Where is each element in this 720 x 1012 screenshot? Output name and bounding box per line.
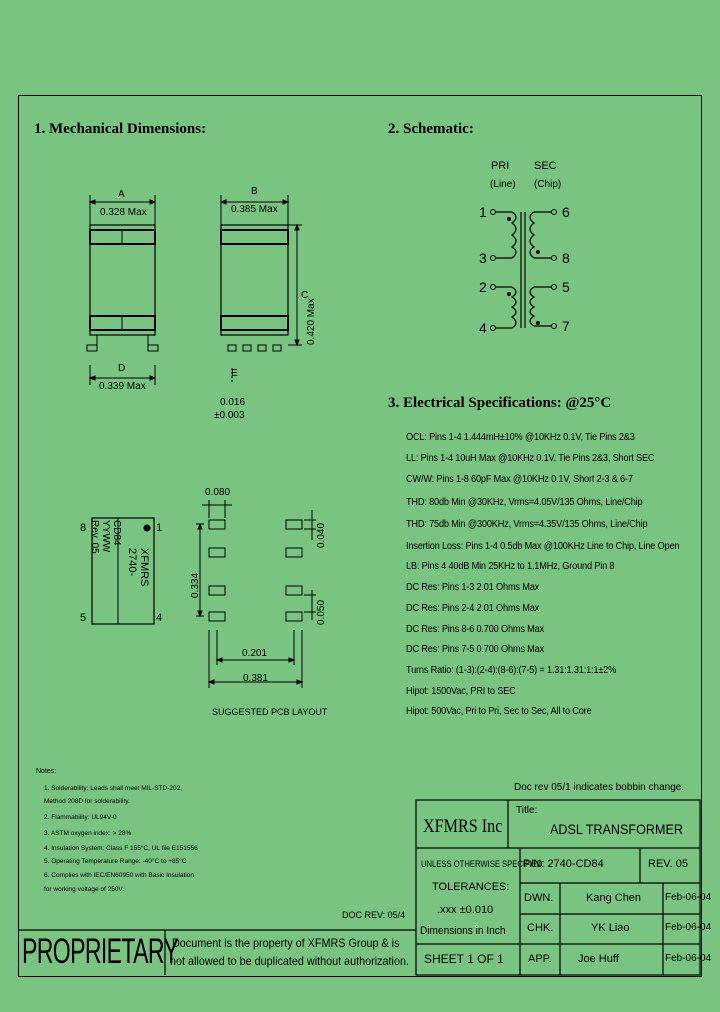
pcb-dim-080: 0.080 [205, 487, 231, 498]
tolerances-label: TOLERANCES: [432, 881, 510, 893]
dim-d-value: 0.339 Max [99, 381, 146, 392]
pin-8: 8 [562, 250, 570, 266]
chk-label: CHK. [527, 922, 554, 934]
marking-line: 2740- [126, 548, 138, 577]
spec-line: LB: Pins 4 40dB Min 25KHz to 1.1MHz, Ground Pin 8 [406, 561, 615, 572]
pcb-pin-1: 1 [156, 522, 163, 534]
spec-line: Hipot: 500Vac, Pri to Pri, Sec to Sec, All to Core [406, 706, 592, 717]
dimensions-unit: Dimensions in Inch [420, 925, 506, 937]
part-marking [126, 548, 150, 587]
proprietary-label: PROPRIETARY [22, 932, 179, 971]
pcb-pin-4: 4 [156, 612, 163, 624]
company-name: XFMRS Inc [423, 816, 503, 837]
chk-date: Feb-06-04 [665, 922, 712, 933]
tolerance-value: .xxx ±0.010 [437, 904, 494, 916]
dim-a-value: 0.328 Max [100, 207, 147, 218]
dim-b-label: B [251, 186, 258, 197]
marking-line: Rev. 05 [89, 520, 100, 554]
spec-line: THD: 80db Min @30KHz, Vrms=4.05V/135 Ohms, Line/Chip [406, 497, 643, 508]
spec-line: OCL: Pins 1-4 1.444mH±10% @10KHz 0.1V, Tie Pins 2&3 [406, 432, 635, 443]
pin-6: 6 [562, 204, 570, 220]
pcb-dim-040: 0.040 [316, 522, 327, 548]
dim-e-label: E [231, 368, 238, 379]
mechanical-heading: 1. Mechanical Dimensions: [34, 121, 207, 137]
doc-change-note: Doc rev 05/1 indicates bobbin change. [514, 782, 685, 793]
schematic-heading: 2. Schematic: [388, 121, 474, 137]
pri-sub: (Line) [490, 179, 516, 190]
pin-3: 3 [479, 250, 487, 266]
spec-line: Turns Ratio: (1-3):(2-4):(8-6):(7-5) = 1.31:1.31:1:1±2% [406, 665, 617, 676]
pcb-dim-201: 0.201 [242, 648, 268, 659]
spec-line: CW/W: Pins 1-8 60pF Max @10KHz 0.1V, Short 2-3 & 6-7 [406, 474, 633, 485]
electrical-heading: 3. Electrical Specifications: @25°C [388, 395, 612, 411]
part-number: P/N: 2740-CD84 [523, 858, 604, 870]
dim-a-label: A [118, 189, 125, 200]
document-title: ADSL TRANSFORMER [550, 821, 684, 837]
marking-line: XFMRS [138, 548, 150, 587]
pcb-dim-050: 0.050 [316, 599, 327, 625]
part-marking-2 [89, 520, 122, 554]
revision: REV. 05 [648, 858, 688, 870]
dim-d-label: D [118, 363, 126, 374]
sec-sub: (Chip) [534, 179, 562, 190]
spec-line: DC Res: Pins 8-6 0.700 Ohms Max [406, 624, 544, 635]
spec-line: DC Res: Pins 7-5 0.700 Ohms Max [406, 644, 544, 655]
dim-c-label: C [301, 290, 309, 301]
pcb-pin-8: 8 [80, 522, 87, 534]
marking-line: YYWW [100, 520, 111, 553]
dim-e-value: 0.016 [220, 397, 246, 408]
note-line: 2. Flammability: UL94V-0 [44, 814, 117, 821]
note-line: 6. Complies with IEC/EN60950 with Basic Insulation [44, 872, 194, 879]
proprietary-line-2: not allowed to be duplicated without authorization. [170, 954, 409, 968]
apv-date: Feb-06-04 [665, 953, 712, 964]
title-label: Title: [516, 805, 538, 816]
spec-line: LL: Pins 1-4 10uH Max @10KHz 0.1V, Tie Pins 2&3, Short SEC [406, 453, 655, 464]
pcb-dim-381: 0.381 [243, 673, 269, 684]
dim-c-value: 0.420 Max [306, 298, 317, 345]
dim-e-tolerance: ±0.003 [214, 410, 245, 421]
dwn-date: Feb-06-04 [665, 892, 712, 903]
dwn-label: DWN. [524, 892, 554, 904]
pcb-caption: SUGGESTED PCB LAYOUT [212, 707, 328, 717]
note-line: 1. Solderability: Leads shall meet MIL-STD-202, [44, 785, 183, 792]
spec-line: DC Res: Pins 1-3 2.01 Ohms Max [406, 582, 540, 593]
note-line: Method 208D for solderability. [44, 798, 130, 805]
note-line: for working voltage of 250V. [44, 886, 124, 893]
pcb-dim-334: 0.334 [190, 572, 201, 598]
pin-7: 7 [562, 318, 570, 334]
dim-b-value: 0.385 Max [231, 204, 278, 215]
note-line: 4. Insulation System: Class F 155°C, UL file E151556 [44, 845, 198, 852]
spec-line: DC Res: Pins 2-4 2.01 Ohms Max [406, 603, 540, 614]
proprietary-line-1: Document is the property of XFMRS Group & is [172, 936, 400, 950]
sec-label: SEC [534, 160, 557, 172]
dwn-name: Kang Chen [586, 892, 642, 904]
spec-line: Hipot: 1500Vac, PRI to SEC [406, 686, 516, 697]
marking-line: CD84 [111, 520, 122, 546]
notes-heading: Notes: [36, 768, 57, 775]
pin-1: 1 [479, 204, 487, 220]
pcb-pin-5: 5 [80, 612, 87, 624]
sheet-number: SHEET 1 OF 1 [424, 952, 504, 966]
pri-label: PRI [491, 160, 510, 172]
note-line: 3. ASTM oxygen index: > 28% [44, 830, 132, 837]
apv-name: Joe Huff [578, 953, 619, 965]
pin-2: 2 [479, 279, 487, 295]
apv-label: APP. [528, 953, 552, 965]
spec-line: THD: 75db Min @300KHz, Vrms=4.35V/135 Ohms, Line/Chip [406, 519, 648, 530]
pin-5: 5 [562, 279, 570, 295]
chk-name: YK Liao [591, 922, 630, 934]
unless-specified: UNLESS OTHERWISE SPECIFIED [421, 859, 543, 869]
spec-line: Insertion Loss: Pins 1-4 0.5db Max @100KHz Line to Chip, Line Open [406, 541, 680, 552]
pin-4: 4 [479, 320, 487, 336]
note-line: 5. Operating Temperature Range: -40°C to +85°C [44, 858, 187, 865]
doc-rev: DOC REV: 05/4 [342, 910, 406, 920]
